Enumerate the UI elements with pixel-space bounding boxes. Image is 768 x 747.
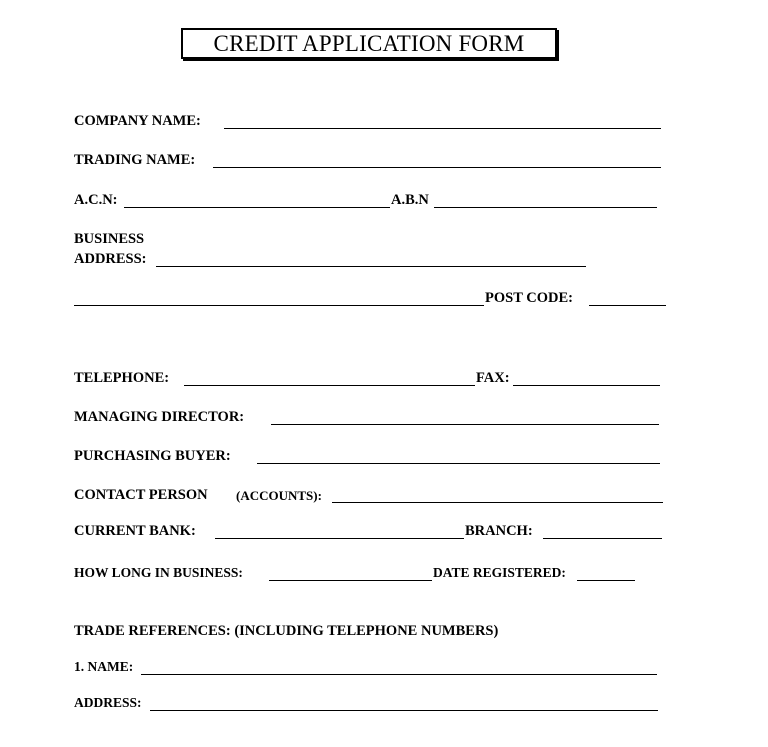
abn-label: A.B.N (391, 192, 429, 208)
trading-name-field[interactable] (213, 167, 661, 168)
contact-person-row (74, 486, 668, 506)
branch-field[interactable] (543, 538, 662, 539)
reference-name-row (74, 658, 664, 678)
trading-name-row (74, 151, 664, 171)
how-long-label: HOW LONG IN BUSINESS: (74, 565, 243, 580)
telephone-fax-row (74, 369, 664, 389)
bank-branch-row (74, 522, 668, 542)
current-bank-label: CURRENT BANK: (74, 523, 196, 539)
company-name-label: COMPANY NAME: (74, 113, 201, 129)
business-address-label-line2: ADDRESS: (74, 251, 147, 267)
telephone-label: TELEPHONE: (74, 370, 170, 386)
date-registered-label: DATE REGISTERED: (433, 565, 566, 580)
acn-abn-row (74, 191, 664, 211)
business-duration-row (74, 564, 664, 584)
reference-address-field[interactable] (150, 710, 658, 711)
business-address-field[interactable] (156, 266, 586, 267)
fax-field[interactable] (513, 385, 660, 386)
contact-person-field[interactable] (332, 502, 663, 503)
post-code-field[interactable] (589, 305, 666, 306)
form-title: CREDIT APPLICATION FORM (181, 28, 557, 59)
reference-address-label: ADDRESS: (74, 695, 142, 710)
how-long-field[interactable] (269, 580, 432, 581)
current-bank-field[interactable] (215, 538, 464, 539)
telephone-field[interactable] (184, 385, 475, 386)
business-address-row (74, 250, 664, 270)
post-code-label: POST CODE: (485, 290, 573, 306)
fax-label: FAX: (476, 370, 510, 386)
date-registered-field[interactable] (577, 580, 635, 581)
company-name-row (74, 112, 664, 132)
post-code-row (74, 289, 668, 309)
managing-director-row (74, 408, 664, 428)
business-address-field-line2[interactable] (74, 305, 484, 306)
purchasing-buyer-row (74, 447, 664, 467)
company-name-field[interactable] (224, 128, 661, 129)
branch-label: BRANCH: (465, 523, 533, 539)
reference-name-field[interactable] (141, 674, 657, 675)
reference-name-label: 1. NAME: (74, 659, 134, 674)
managing-director-label: MANAGING DIRECTOR: (74, 409, 245, 425)
contact-person-note: (ACCOUNTS): (236, 488, 322, 503)
trade-references-heading: TRADE REFERENCES: (INCLUDING TELEPHONE NUMBERS) (74, 623, 499, 639)
business-label-row (74, 230, 664, 250)
contact-person-label: CONTACT PERSON (74, 487, 208, 503)
purchasing-buyer-field[interactable] (257, 463, 660, 464)
purchasing-buyer-label: PURCHASING BUYER: (74, 448, 231, 464)
trade-references-row (74, 622, 664, 642)
acn-label: A.C.N: (74, 192, 118, 208)
managing-director-field[interactable] (271, 424, 659, 425)
trading-name-label: TRADING NAME: (74, 152, 196, 168)
reference-address-row (74, 694, 664, 714)
abn-field[interactable] (434, 207, 657, 208)
acn-field[interactable] (124, 207, 390, 208)
business-address-label-line1: BUSINESS (74, 231, 145, 247)
